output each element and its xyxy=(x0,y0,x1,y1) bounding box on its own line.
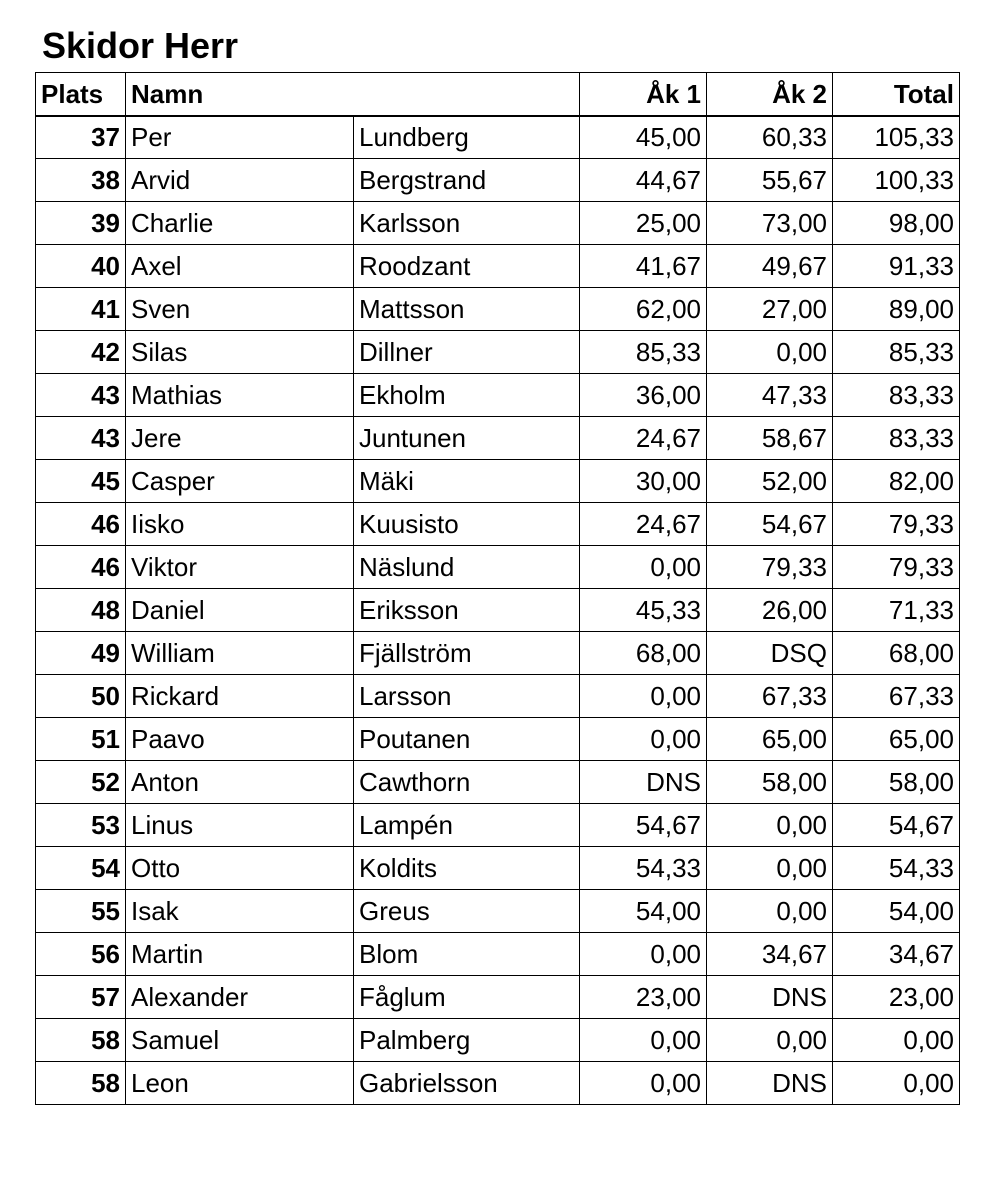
cell-last-name: Ekholm xyxy=(354,374,580,417)
cell-total: 71,33 xyxy=(833,589,960,632)
cell-place: 55 xyxy=(36,890,126,933)
table-row xyxy=(36,245,960,288)
cell-total: 67,33 xyxy=(833,675,960,718)
cell-first-name: Charlie xyxy=(126,202,354,245)
table-row xyxy=(36,503,960,546)
cell-run2: 58,67 xyxy=(707,417,833,460)
header-run2: Åk 2 xyxy=(707,73,833,116)
cell-last-name: Dillner xyxy=(354,331,580,374)
cell-run2: 55,67 xyxy=(707,159,833,202)
cell-last-name: Mäki xyxy=(354,460,580,503)
cell-last-name: Larsson xyxy=(354,675,580,718)
cell-first-name: Paavo xyxy=(126,718,354,761)
cell-run2: 0,00 xyxy=(707,847,833,890)
cell-run2: 52,00 xyxy=(707,460,833,503)
cell-run2: 79,33 xyxy=(707,546,833,589)
cell-last-name: Greus xyxy=(354,890,580,933)
cell-last-name: Koldits xyxy=(354,847,580,890)
cell-place: 46 xyxy=(36,503,126,546)
cell-total: 0,00 xyxy=(833,1062,960,1105)
cell-place: 53 xyxy=(36,804,126,847)
cell-first-name: Martin xyxy=(126,933,354,976)
cell-last-name: Näslund xyxy=(354,546,580,589)
header-row xyxy=(36,73,960,116)
table-row xyxy=(36,632,960,675)
cell-place: 46 xyxy=(36,546,126,589)
cell-last-name: Lampén xyxy=(354,804,580,847)
cell-total: 79,33 xyxy=(833,503,960,546)
cell-place: 50 xyxy=(36,675,126,718)
cell-run2: 73,00 xyxy=(707,202,833,245)
cell-run1: 54,33 xyxy=(580,847,707,890)
results-table xyxy=(35,72,960,1105)
cell-place: 38 xyxy=(36,159,126,202)
cell-run2: 54,67 xyxy=(707,503,833,546)
cell-place: 52 xyxy=(36,761,126,804)
table-row xyxy=(36,288,960,331)
cell-place: 45 xyxy=(36,460,126,503)
cell-run1: 30,00 xyxy=(580,460,707,503)
header-place: Plats xyxy=(36,73,126,116)
cell-run2: 47,33 xyxy=(707,374,833,417)
table-row xyxy=(36,331,960,374)
cell-run1: 24,67 xyxy=(580,417,707,460)
cell-run2: 65,00 xyxy=(707,718,833,761)
page-title: Skidor Herr xyxy=(42,25,239,66)
cell-total: 68,00 xyxy=(833,632,960,675)
table-row xyxy=(36,546,960,589)
cell-first-name: Per xyxy=(126,116,354,159)
cell-total: 100,33 xyxy=(833,159,960,202)
cell-place: 58 xyxy=(36,1019,126,1062)
cell-last-name: Karlsson xyxy=(354,202,580,245)
table-row xyxy=(36,589,960,632)
cell-total: 58,00 xyxy=(833,761,960,804)
table-row xyxy=(36,933,960,976)
cell-run1: DNS xyxy=(580,761,707,804)
table-row xyxy=(36,1019,960,1062)
cell-run1: 24,67 xyxy=(580,503,707,546)
cell-total: 105,33 xyxy=(833,116,960,159)
cell-run1: 45,00 xyxy=(580,116,707,159)
cell-place: 37 xyxy=(36,116,126,159)
cell-run1: 0,00 xyxy=(580,933,707,976)
header-total: Total xyxy=(833,73,960,116)
cell-run1: 0,00 xyxy=(580,1062,707,1105)
cell-first-name: Viktor xyxy=(126,546,354,589)
cell-last-name: Bergstrand xyxy=(354,159,580,202)
table-row xyxy=(36,847,960,890)
cell-place: 43 xyxy=(36,374,126,417)
cell-place: 42 xyxy=(36,331,126,374)
cell-first-name: Arvid xyxy=(126,159,354,202)
cell-total: 54,00 xyxy=(833,890,960,933)
table-row xyxy=(36,976,960,1019)
cell-last-name: Juntunen xyxy=(354,417,580,460)
table-row xyxy=(36,116,960,159)
cell-run1: 0,00 xyxy=(580,718,707,761)
cell-last-name: Mattsson xyxy=(354,288,580,331)
cell-last-name: Gabrielsson xyxy=(354,1062,580,1105)
cell-total: 83,33 xyxy=(833,374,960,417)
cell-run1: 45,33 xyxy=(580,589,707,632)
table-row xyxy=(36,202,960,245)
cell-total: 79,33 xyxy=(833,546,960,589)
cell-first-name: Alexander xyxy=(126,976,354,1019)
cell-first-name: Mathias xyxy=(126,374,354,417)
cell-last-name: Kuusisto xyxy=(354,503,580,546)
cell-place: 49 xyxy=(36,632,126,675)
cell-total: 54,33 xyxy=(833,847,960,890)
table-row xyxy=(36,417,960,460)
cell-run1: 62,00 xyxy=(580,288,707,331)
cell-place: 43 xyxy=(36,417,126,460)
cell-first-name: Samuel xyxy=(126,1019,354,1062)
cell-first-name: Leon xyxy=(126,1062,354,1105)
cell-total: 91,33 xyxy=(833,245,960,288)
cell-first-name: Axel xyxy=(126,245,354,288)
cell-total: 54,67 xyxy=(833,804,960,847)
cell-last-name: Blom xyxy=(354,933,580,976)
cell-first-name: Sven xyxy=(126,288,354,331)
cell-run1: 36,00 xyxy=(580,374,707,417)
cell-place: 41 xyxy=(36,288,126,331)
cell-last-name: Roodzant xyxy=(354,245,580,288)
cell-first-name: Silas xyxy=(126,331,354,374)
cell-first-name: Otto xyxy=(126,847,354,890)
cell-place: 40 xyxy=(36,245,126,288)
table-row xyxy=(36,1062,960,1105)
cell-total: 65,00 xyxy=(833,718,960,761)
cell-place: 54 xyxy=(36,847,126,890)
table-row xyxy=(36,761,960,804)
cell-run2: 0,00 xyxy=(707,331,833,374)
cell-run1: 25,00 xyxy=(580,202,707,245)
cell-run2: 0,00 xyxy=(707,1019,833,1062)
cell-total: 23,00 xyxy=(833,976,960,1019)
cell-place: 56 xyxy=(36,933,126,976)
cell-place: 51 xyxy=(36,718,126,761)
table-row xyxy=(36,675,960,718)
cell-run2: DSQ xyxy=(707,632,833,675)
cell-last-name: Cawthorn xyxy=(354,761,580,804)
header-name: Namn xyxy=(126,73,580,116)
cell-place: 58 xyxy=(36,1062,126,1105)
cell-total: 85,33 xyxy=(833,331,960,374)
cell-place: 39 xyxy=(36,202,126,245)
cell-run2: 26,00 xyxy=(707,589,833,632)
cell-run1: 44,67 xyxy=(580,159,707,202)
cell-total: 34,67 xyxy=(833,933,960,976)
cell-run1: 0,00 xyxy=(580,546,707,589)
cell-first-name: Linus xyxy=(126,804,354,847)
cell-run1: 23,00 xyxy=(580,976,707,1019)
cell-run2: 67,33 xyxy=(707,675,833,718)
cell-last-name: Lundberg xyxy=(354,116,580,159)
cell-last-name: Fjällström xyxy=(354,632,580,675)
cell-first-name: Anton xyxy=(126,761,354,804)
cell-run1: 85,33 xyxy=(580,331,707,374)
table-row xyxy=(36,374,960,417)
cell-last-name: Palmberg xyxy=(354,1019,580,1062)
cell-run2: 34,67 xyxy=(707,933,833,976)
cell-run1: 68,00 xyxy=(580,632,707,675)
cell-run2: 0,00 xyxy=(707,804,833,847)
cell-run1: 54,00 xyxy=(580,890,707,933)
table-row xyxy=(36,890,960,933)
table-row xyxy=(36,804,960,847)
cell-first-name: Casper xyxy=(126,460,354,503)
cell-run2: 58,00 xyxy=(707,761,833,804)
table-row xyxy=(36,460,960,503)
cell-total: 0,00 xyxy=(833,1019,960,1062)
cell-total: 82,00 xyxy=(833,460,960,503)
cell-run1: 0,00 xyxy=(580,1019,707,1062)
header-run1: Åk 1 xyxy=(580,73,707,116)
cell-run1: 41,67 xyxy=(580,245,707,288)
cell-total: 83,33 xyxy=(833,417,960,460)
cell-run2: DNS xyxy=(707,1062,833,1105)
cell-run2: 60,33 xyxy=(707,116,833,159)
cell-place: 48 xyxy=(36,589,126,632)
cell-last-name: Poutanen xyxy=(354,718,580,761)
table-row xyxy=(36,718,960,761)
cell-first-name: Daniel xyxy=(126,589,354,632)
cell-total: 89,00 xyxy=(833,288,960,331)
cell-first-name: Isak xyxy=(126,890,354,933)
cell-last-name: Eriksson xyxy=(354,589,580,632)
cell-last-name: Fåglum xyxy=(354,976,580,1019)
cell-run2: 49,67 xyxy=(707,245,833,288)
cell-run2: DNS xyxy=(707,976,833,1019)
cell-total: 98,00 xyxy=(833,202,960,245)
cell-run1: 54,67 xyxy=(580,804,707,847)
cell-run2: 27,00 xyxy=(707,288,833,331)
cell-first-name: Jere xyxy=(126,417,354,460)
cell-first-name: Iisko xyxy=(126,503,354,546)
results-body xyxy=(36,116,960,1105)
cell-first-name: William xyxy=(126,632,354,675)
cell-run2: 0,00 xyxy=(707,890,833,933)
cell-first-name: Rickard xyxy=(126,675,354,718)
table-row xyxy=(36,159,960,202)
cell-place: 57 xyxy=(36,976,126,1019)
cell-run1: 0,00 xyxy=(580,675,707,718)
